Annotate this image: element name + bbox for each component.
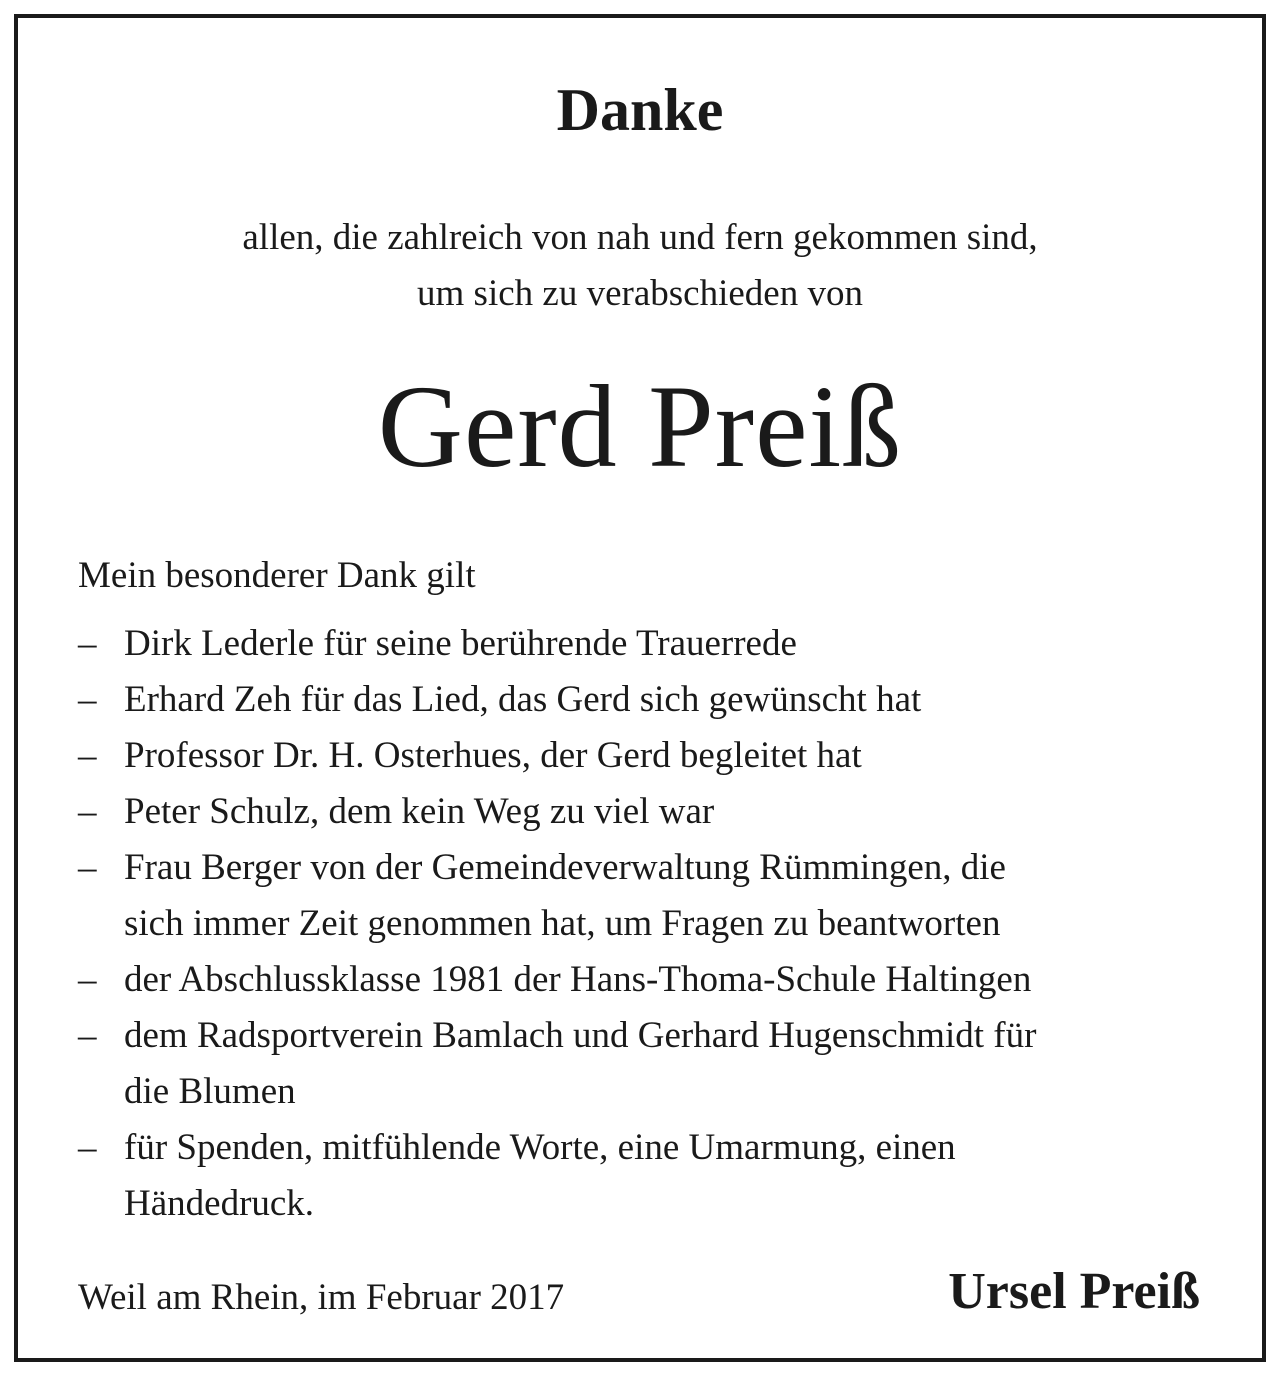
intro-text [18,210,1262,322]
thanks-item-line: Dirk Lederle für seine berührende Trauerrede [124,623,797,664]
thanks-item-line: Erhard Zeh für das Lied, das Gerd sich gewünscht hat [124,679,922,720]
dash-bullet: – [78,847,97,888]
thanks-list-item [78,616,1222,672]
thanks-item-line: Professor Dr. H. Osterhues, der Gerd begleitet hat [124,735,862,776]
dash-bullet: – [78,679,97,720]
thanks-item-line: sich immer Zeit genommen hat, um Fragen zu beantworten [124,903,1001,944]
thanks-list-item [78,1008,1222,1120]
thanks-list-item [78,728,1222,784]
dash-bullet: – [78,959,97,1000]
intro-line: allen, die zahlreich von nah und fern gekommen sind, [242,217,1038,258]
thanks-list-item [78,1120,1222,1232]
thanks-list [78,616,1222,1232]
intro-line: um sich zu verabschieden von [417,273,863,314]
dash-bullet: – [78,1015,97,1056]
thanks-list-item [78,840,1222,952]
notice-heading: Danke [556,77,724,143]
thanks-item-line: die Blumen [124,1071,296,1112]
thanks-item-line: Peter Schulz, dem kein Weg zu viel war [124,791,715,832]
deceased-name: Gerd Preiß [377,361,903,492]
thanks-item-line: Händedruck. [124,1183,315,1224]
place-date: Weil am Rhein, im Februar 2017 [78,1277,565,1318]
dash-bullet: – [78,791,97,832]
thanks-list-item [78,672,1222,728]
thanks-list-item [78,784,1222,840]
dash-bullet: – [78,1127,97,1168]
thanks-list-item [78,952,1222,1008]
thanks-item-line: der Abschlussklasse 1981 der Hans-Thoma-Schule Haltingen [124,959,1032,1000]
thanks-item-line: für Spenden, mitfühlende Worte, eine Umarmung, einen [124,1127,956,1168]
dash-bullet: – [78,735,97,776]
thanks-lead: Mein besonderer Dank gilt [78,555,476,596]
dash-bullet: – [78,623,97,664]
notice-frame [14,14,1266,1362]
thanks-item-line: Frau Berger von der Gemeindeverwaltung Rümmingen, die [124,847,1006,888]
signature: Ursel Preiß [948,1263,1200,1320]
thanks-item-line: dem Radsportverein Bamlach und Gerhard Hugenschmidt für [124,1015,1037,1056]
